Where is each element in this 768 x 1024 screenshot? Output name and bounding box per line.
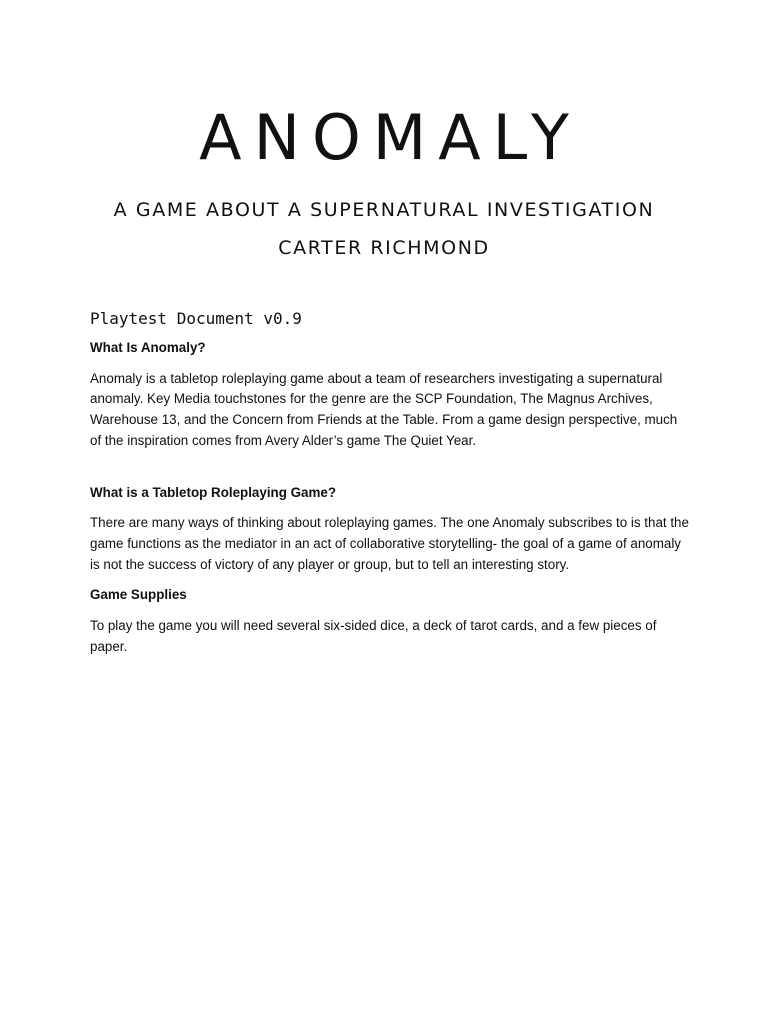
document-body xyxy=(90,306,690,667)
section-body-what-is-ttrpg: There are many ways of thinking about roleplaying games. The one Anomaly subscribes to is that the game functions as the mediator in an act of collaborative storytelling- the goal of a game of anomaly is not the success of victory of any player or group, but to tell an interesting story. xyxy=(90,515,689,572)
paragraph-spacer xyxy=(90,462,690,483)
section-heading-game-supplies: Game Supplies xyxy=(90,587,187,603)
section-body-what-is-anomaly: Anomaly is a tabletop roleplaying game about a team of researchers investigating a supernatural anomaly. Key Media touchstones for the genre are the SCP Foundation, The Magnus Archives, Warehouse 13, and the Concern from Friends at the Table. From a game design perspective, much of the inspiration comes from Avery Alder’s game The Quiet Year. xyxy=(90,370,678,448)
document-version: Playtest Document v0.9 xyxy=(90,309,302,328)
section-heading-what-is-ttrpg: What is a Tabletop Roleplaying Game? xyxy=(90,484,337,500)
section-heading-what-is-anomaly: What Is Anomaly? xyxy=(90,340,206,355)
section-body-game-supplies: To play the game you will need several six-sided dice, a deck of tarot cards, and a few pieces of paper. xyxy=(90,618,657,654)
author-name: CARTER RICHMOND xyxy=(278,237,490,259)
document-subtitle: A GAME ABOUT A SUPERNATURAL INVESTIGATION xyxy=(113,199,655,221)
document-title: ANOMALY xyxy=(199,101,581,174)
